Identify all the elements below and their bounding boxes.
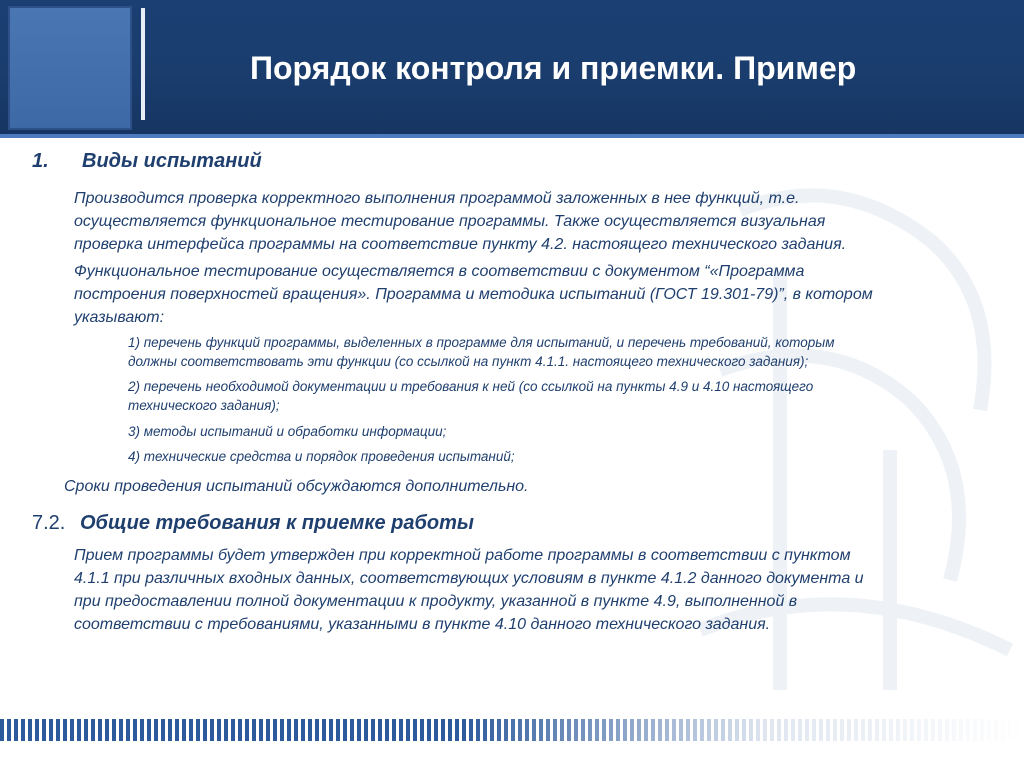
section-1-text-line: указывают: — [74, 309, 165, 326]
list-item: технического задания); — [128, 398, 280, 413]
section-1-text-line: осуществляется функциональное тестирование программы. Также осуществляется визуальная — [74, 213, 826, 230]
section-1-heading: Виды испытаний — [82, 150, 262, 172]
section-1-text-line: проверка интерфейса программы на соответствие пункту 4.2. настоящего технического задания. — [74, 236, 847, 253]
section-2-text-line: соответствии с требованиями, указанными в пункте 4.10 данного технического задания. — [74, 616, 771, 633]
section-2-text-line: Прием программы будет утвержден при корректной работе программы в соответствии с пунктом — [74, 547, 851, 564]
footer-stripe-fade — [0, 719, 1024, 741]
section-1-number: 1. — [32, 150, 49, 172]
testing-deadline-note: Сроки проведения испытаний обсуждаются дополнительно. — [64, 478, 529, 495]
section-2-text-line: при предоставлении полной документации к продукту, указанной в пункте 4.9, выполненной в — [74, 593, 798, 610]
list-item: должны соответствовать эти функции (со ссылкой на пункт 4.1.1. настоящего технического задания); — [128, 354, 809, 369]
section-2-heading: Общие требования к приемке работы — [80, 512, 474, 534]
slide-title: Порядок контроля и приемки. Пример — [250, 50, 857, 86]
section-1-text-line: Функциональное тестирование осуществляется в соответствии с документом “«Программа — [74, 263, 805, 280]
section-2-text-line: 4.1.1 при различных входных данных, соответствующих условиям в пункте 4.1.2 данного документа и — [74, 570, 864, 587]
section-2-number: 7.2. — [32, 512, 66, 534]
list-item: 1) перечень функций программы, выделенных в программе для испытаний, и перечень требований, которым — [128, 335, 835, 350]
list-item: 4) технические средства и порядок проведения испытаний; — [128, 449, 515, 464]
list-item: 3) методы испытаний и обработки информации; — [128, 424, 447, 439]
section-1-text-line: построения поверхностей вращения». Программа и методика испытаний (ГОСТ 19.301-79)”, в котором — [74, 286, 873, 303]
list-item: 2) перечень необходимой документации и требования к ней (со ссылкой на пункты 4.9 и 4.10 настоящего — [128, 379, 814, 394]
section-1-text-line: Производится проверка корректного выполнения программой заложенных в нее функций, т.е. — [74, 190, 800, 207]
